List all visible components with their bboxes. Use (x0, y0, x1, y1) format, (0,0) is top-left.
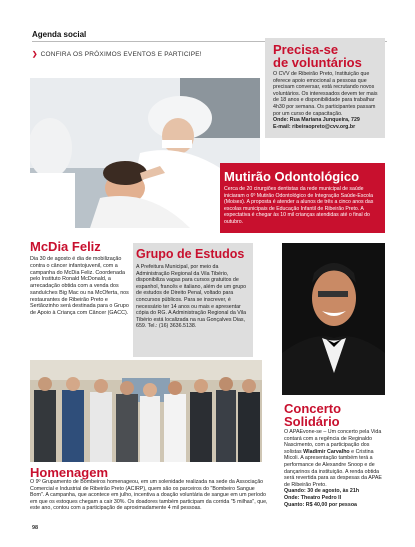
dental-task-force-title: Mutirão Odontológico (224, 169, 360, 184)
arrow-icon: ❯ (32, 51, 38, 58)
section-title: Agenda social (32, 30, 87, 39)
dental-task-force-body: Cerca de 20 cirurgiões dentistas da rede municipal de saúde iniciaram o 6º Mutirão Odontológico de Integração Saúde-Escola (Moises). A proposta é atender a alunos de três a cinco anos das escolas municipais de Educação Infantil de Ribeirão Preto. A expectativa é chegar às 10 mil crianças atendidas até o final do outubro. (224, 186, 374, 225)
conductor-photo (282, 243, 385, 395)
mcdia-body: Dia 30 de agosto é dia de mobilização contra o câncer infantojuvenil, com a campanha do McDia Feliz. Coordenada pelo Instituto Ronald McDonald, a arrecadação obtida com a venda dos sanduíches Big Mac ou na McOferta, nos restaurantes de Ribeirão Preto e Sertãozinho será destinada para o Grupo de Apoio à Criança com Câncer (GACC). (30, 256, 129, 316)
study-group-body: A Prefeitura Municipal, por meio da Administração Regional da Vila Tibério, disponibiliza vagas para cursos gratuitos de espanhol, francês e italiano, além de um grupo de estudos de Direito Penal, voltado para concursos públicos. Para se inscrever, é necessário ter 14 anos ou mais e apresentar cópia do RG. A Administração Regional da Vila Tibério está localizada na rua Gonçalves Dias, 659. Tel.: (16) 3636.5138. (136, 264, 247, 330)
tribute-title: Homenagem (30, 465, 109, 480)
tribute-body: O 9º Grupamento de Bombeiros homenageou, em um solenidade realizada na sede da Associação Comercial e Industrial de Ribeirão Preto (ACIRP), quem são os parceiros do "Bombeiro Sangue Bom". A campanha, que acontece em julho, incentiva a doação voluntária de sangue em um período em que os estoques chegam a cair 30%. Os doadores também participam da corrida "5 milhas", que, este ano, contou com a participação de aproximadamente 4 mil pessoas. (30, 479, 268, 512)
section-subtitle: ❯ CONFIRA OS PRÓXIMOS EVENTOS E PARTICIPE! (32, 51, 202, 58)
volunteers-body: O CVV de Ribeirão Preto, Instituição que oferece apoio emocional a pessoas que precisam conversar, está recrutando novos voluntários. Os interessados devem ter mais de 18 anos e disponibilidade para trabalhar 4h30 por semana. Os participantes passam por um curso de capacitação. Onde: Rua Mariana Junqueira, 729 E-mail: ribeiraopreto@cvv.org.br (273, 71, 378, 130)
concert-body: O APAEvone-se – Um concerto pela Vida contará com a regência de Reginaldo Nascimento, com a participação dos solistas Wladimir Carvalho e Cristina Micoli. A apresentação também terá a performance de Alexandre Snoop e de dançarinos da instituição. A renda obtida será revertida para as despesas da APAE de Ribeirão Preto. Quando: 30 de agosto, às 21h Onde: Theatro Pedro II Quanto: R$ 40,00 por pessoa (284, 429, 382, 508)
mcdia-title: McDia Feliz (30, 239, 101, 254)
concert-title: Concerto Solidário (284, 401, 342, 429)
page-number: 98 (32, 525, 39, 531)
firefighters-group-photo (30, 360, 262, 462)
volunteers-title: Precisa-se de voluntários (273, 42, 362, 70)
study-group-title: Grupo de Estudos (136, 247, 245, 261)
